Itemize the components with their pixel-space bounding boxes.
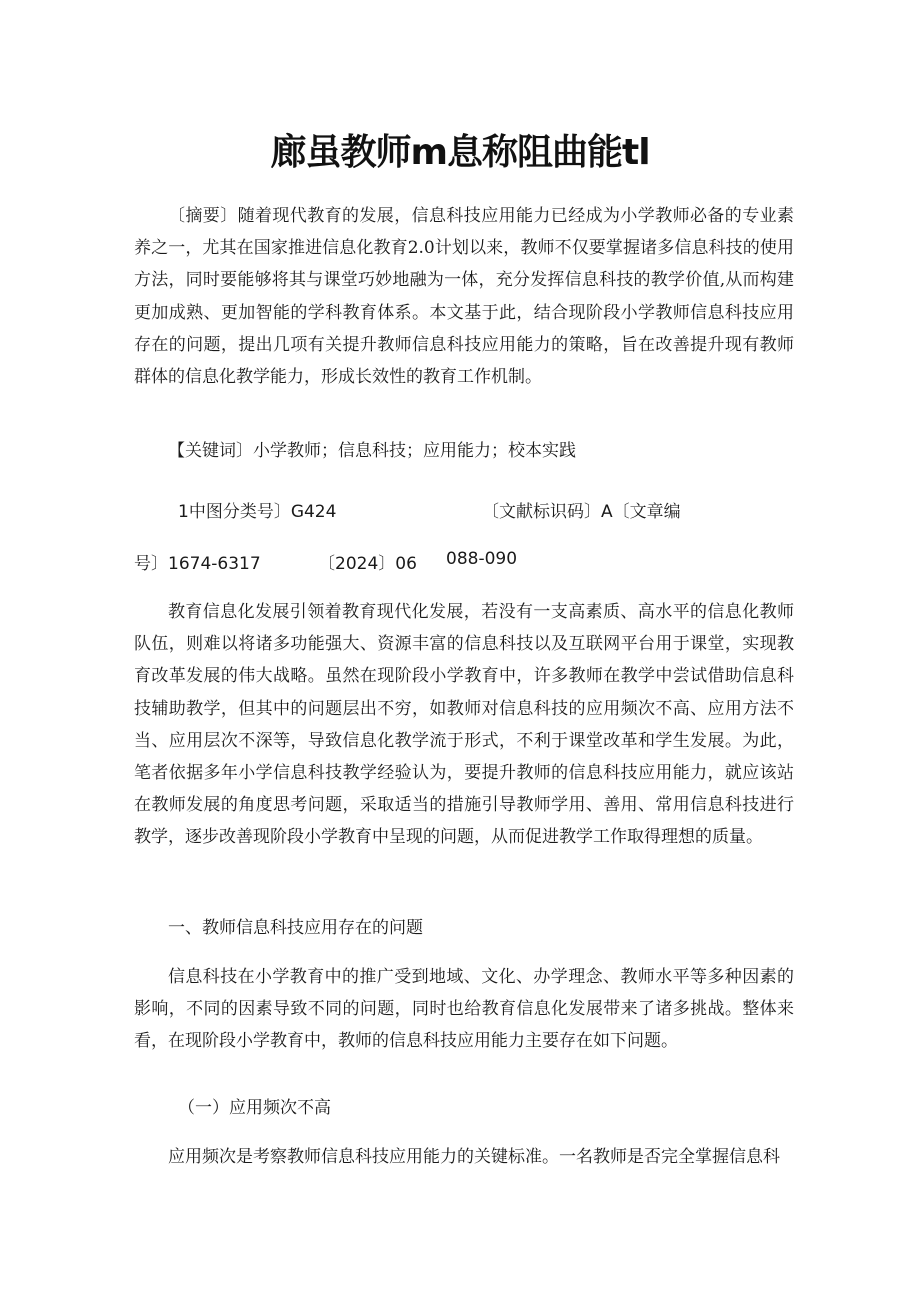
intro-paragraph: 教育信息化发展引领着教育现代化发展，若没有一支高素质、高水平的信息化教师队伍，则难以将诸多功能强大、资源丰富的信息科技以及互联网平台用于课堂，实现教育改革发展的伟大战略。虽然在现阶段小学教育中，许多教师在教学中尝试借助信息科技辅助教学，但其中的问题层出不穷，如教师对信息科技的应用频次不高、应用方法不当、应用层次不深等，导致信息化教学流于形式，不利于课堂改革和学生发展。为此，笔者依据多年小学信息科技教学经验认为，要提升教师的信息科技应用能力，就应该站在教师发展的角度思考问题，采取适当的措施引导教师学用、善用、常用信息科技进行教学，逐步改善现阶段小学教育中呈现的问题，从而促进教学工作取得理想的质量。 (134, 602, 794, 848)
section-body (134, 961, 794, 1058)
section-heading: 一、教师信息科技应用存在的问题 (168, 918, 423, 938)
page-range: 088-090 (446, 549, 518, 569)
clc-number: 1中图分类号〕G424 (178, 502, 337, 522)
abstract-block (134, 200, 794, 393)
paper-title: 廊虽教师m息称阻曲能tl (270, 132, 650, 173)
article-number: 号〕1674-6317 (134, 554, 261, 574)
document-code: 〔文献标识码〕A〔文章编 (482, 502, 681, 522)
abstract-text: 〔摘要〕随着现代教育的发展，信息科技应用能力已经成为小学教师必备的专业素养之一，尤其在国家推进信息化教育2.0计划以来，教师不仅要掌握诸多信息科技的使用方法，同时要能够将其与课堂巧妙地融为一体，充分发挥信息科技的教学价值,从而构建更加成熟、更加智能的学科教育体系。本文基于此，结合现阶段小学教师信息科技应用存在的问题，提出几项有关提升教师信息科技应用能力的策略，旨在改善提升现有教师群体的信息化教学能力，形成长效性的教育工作机制。 (134, 206, 794, 388)
subsection-body (134, 1141, 794, 1173)
intro-section (134, 596, 794, 854)
subsection-paragraph: 应用频次是考察教师信息科技应用能力的关键标准。一名教师是否完全掌握信息科 (168, 1147, 780, 1167)
subsection-heading: （一）应用频次不高 (178, 1098, 331, 1118)
issue-number: 〔2024〕06 (318, 554, 417, 574)
keywords-line: 【关键词〕小学教师；信息科技；应用能力；校本实践 (168, 441, 576, 461)
section-paragraph: 信息科技在小学教育中的推广受到地域、文化、办学理念、教师水平等多种因素的影响，不同的因素导致不同的问题，同时也给教育信息化发展带来了诸多挑战。整体来看，在现阶段小学教育中，教师的信息科技应用能力主要存在如下问题。 (134, 967, 794, 1052)
